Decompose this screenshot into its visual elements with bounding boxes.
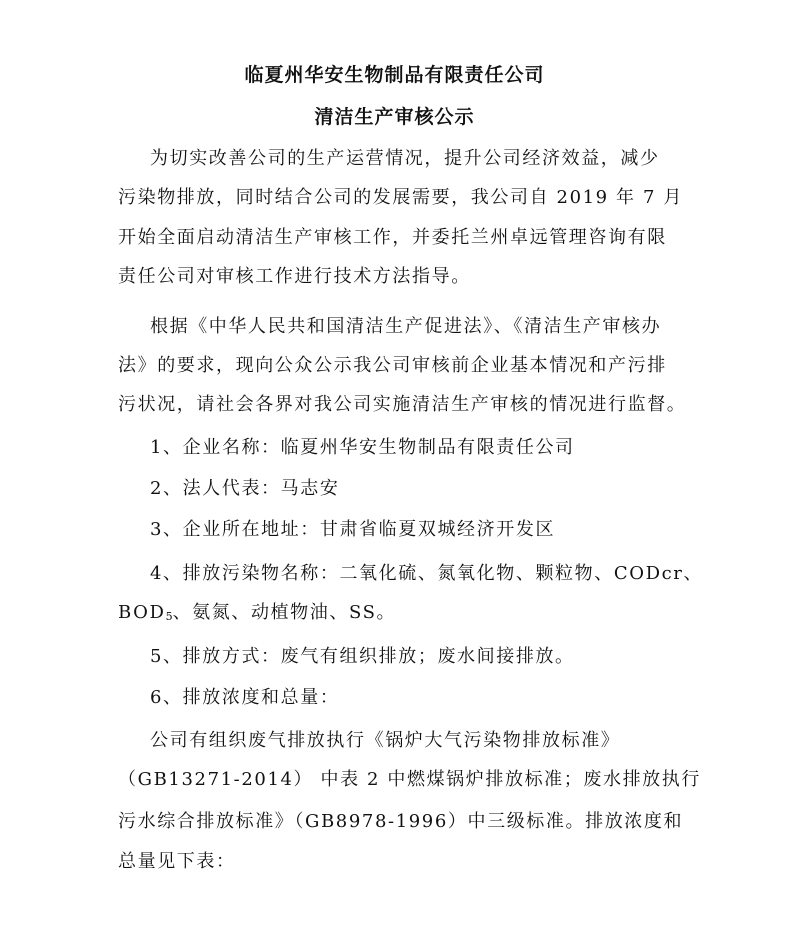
paragraph-3-line-4: 总量见下表： bbox=[118, 851, 236, 872]
item-legal-representative: 2、法人代表：马志安 bbox=[150, 478, 340, 499]
item-company-address: 3、企业所在地址：甘肃省临夏双城经济开发区 bbox=[150, 519, 556, 540]
notice-title: 清洁生产审核公示 bbox=[314, 106, 475, 128]
paragraph-3-line-2: （GB13271-2014） 中表 2 中燃煤锅炉排放标准；废水排放执行 bbox=[118, 769, 701, 790]
item-discharge-method: 5、排放方式：废气有组织排放；废水间接排放。 bbox=[150, 646, 575, 667]
paragraph-2-line-2: 法》的要求，现向公众公示我公司审核前企业基本情况和产污排 bbox=[118, 355, 667, 376]
item-company-name: 1、企业名称：临夏州华安生物制品有限责任公司 bbox=[150, 437, 575, 458]
item-pollutants-line-2 bbox=[118, 601, 396, 629]
bod-label: BOD bbox=[118, 602, 166, 623]
paragraph-1-line-2: 污染物排放，同时结合公司的发展需要，我公司自 2019 年 7 月 bbox=[118, 187, 683, 208]
item-concentration-heading: 6、排放浓度和总量： bbox=[150, 687, 340, 708]
bod-subscript: 5 bbox=[165, 610, 173, 623]
paragraph-1-line-3: 开始全面启动清洁生产审核工作，并委托兰州卓远管理咨询有限 bbox=[118, 227, 667, 248]
pollutants-rest: 、氨氮、动植物油、SS。 bbox=[172, 602, 397, 623]
item-pollutants-line-1: 4、排放污染物名称：二氧化硫、氮氧化物、颗粒物、CODcr、 bbox=[150, 563, 704, 584]
paragraph-2-line-1: 根据《中华人民共和国清洁生产促进法》、《清洁生产审核办 bbox=[150, 316, 662, 337]
paragraph-2-line-3: 污状况，请社会各界对我公司实施清洁生产审核的情况进行监督。 bbox=[118, 394, 687, 415]
paragraph-3-line-1: 公司有组织废气排放执行《锅炉大气污染物排放标准》 bbox=[150, 730, 621, 751]
company-title: 临夏州华安生物制品有限责任公司 bbox=[244, 64, 545, 86]
paragraph-1-line-1: 为切实改善公司的生产运营情况，提升公司经济效益，减少 bbox=[150, 148, 660, 169]
paragraph-1-line-4: 责任公司对审核工作进行技术方法指导。 bbox=[118, 266, 471, 287]
paragraph-3-line-3: 污水综合排放标准》（GB8978-1996）中三级标准。排放浓度和 bbox=[118, 811, 684, 832]
